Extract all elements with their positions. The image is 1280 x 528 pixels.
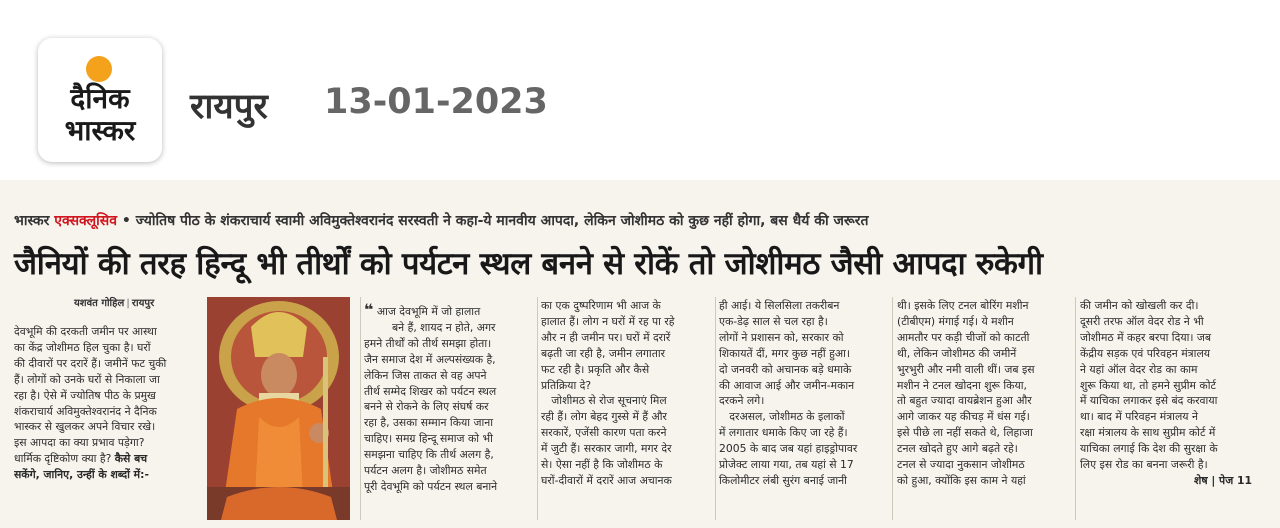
text-line: जोशीमठ में कहर बरपा दिया। जब	[1080, 330, 1212, 344]
continued-page-ref: शेष | पेज 11	[1194, 473, 1252, 487]
text-line: केंद्रीय सड़क एवं परिवहन मंत्रालय	[1080, 346, 1211, 360]
kicker-deck: • ज्योतिष पीठ के शंकराचार्य स्वामी अविमुक्तेश्वरानंद सरस्वती ने कहा-ये मानवीय आपदा, लेकिन जोशीमठ को कुछ नहीं होगा, बस धैर्य की जरूरत	[121, 213, 869, 229]
text-line: इस आपदा का क्या प्रभाव पड़ेगा?	[14, 436, 145, 450]
text-line: थी। इसके लिए टनल बोरिंग मशीन	[897, 299, 1029, 312]
kicker-brand: भास्कर	[14, 213, 50, 229]
article-column-5	[897, 298, 1073, 489]
text-line: लिए इस रोड का बनना जरूरी है।	[1080, 458, 1208, 472]
text-line: घरों-दीवारों में दरारें आज अचानक	[541, 473, 672, 487]
text-line: किलोमीटर लंबी सुरंग बनाई जानी	[719, 473, 847, 487]
byline	[74, 295, 154, 309]
kicker-line	[14, 210, 868, 232]
text-line: आगे जाकर यह कीचड़ में धंस गई।	[897, 410, 1030, 424]
text-line: की जमीन को खोखली कर दी।	[1080, 299, 1199, 312]
sun-icon	[86, 56, 112, 82]
text-line: की आवाज आई और जमीन-मकान	[719, 378, 855, 392]
portrait-illustration	[207, 297, 350, 520]
text-line: शुरू किया था, तो हमने सुप्रीम कोर्ट	[1080, 378, 1216, 392]
article-column-1	[14, 324, 204, 483]
text-line-part: आज देवभूमि में जो हालात	[376, 305, 481, 318]
column-rule	[537, 297, 538, 520]
text-line: थी, लेकिन जोशीमठ की जमीनें	[897, 346, 1017, 360]
text-line	[14, 451, 204, 467]
byline-separator: |	[126, 298, 130, 309]
text-line	[364, 302, 536, 320]
text-line: रहा है। ऐसे में ज्योतिष पीठ के प्रमुख	[14, 388, 156, 402]
text-line-part: धार्मिक दृष्टिकोण क्या है?	[14, 452, 115, 466]
text-line: दूसरी तरफ ऑल वेदर रोड ने भी	[1080, 314, 1204, 328]
text-line: मशीन ने टनल खोदना शुरू किया,	[897, 378, 1027, 392]
bold-phrase: कैसे बच	[114, 452, 148, 466]
text-line: का एक दुष्परिणाम भी आज के	[541, 299, 661, 312]
text-line: में याचिका लगाकर इसे बंद करवाया	[1080, 394, 1218, 408]
text-line: बने हैं, शायद न होते, अगर	[392, 320, 496, 334]
text-line: जोशीमठ से रोज सूचनाएं मिल	[541, 394, 667, 408]
text-line: पर्यटन अलग है। जोशीमठ समेत	[364, 464, 487, 478]
column-rule	[360, 297, 361, 520]
text-line: याचिका लगाई कि देश की सुरक्षा के	[1080, 442, 1218, 456]
text-line: शिकायतें दीं, मगर कुछ नहीं हुआ।	[719, 346, 850, 360]
text-line: टनल से ज्यादा नुकसान जोशीमठ	[897, 458, 1025, 472]
text-line: पूरी देवभूमि को पर्यटन स्थल बनाने	[364, 479, 498, 493]
text-line: आमतौर पर कड़ी चीजों को काटती	[897, 330, 1030, 344]
text-line: इसे पीछे ला नहीं सकते थे, लिहाजा	[897, 426, 1033, 440]
text-line: चाहिए। समग्र हिन्दू समाज को भी	[364, 432, 493, 446]
text-line: भुरभुरी और नमी वाली थीं। जब इस	[897, 362, 1035, 376]
text-line: 2005 के बाद जब यहां हाइड्रोपावर	[719, 442, 858, 456]
column-rule	[892, 297, 893, 520]
text-line: तो बहुत ज्यादा वायब्रेशन हुआ और	[897, 394, 1032, 408]
text-line: दरकने लगे।	[719, 394, 765, 408]
text-line: सरकारें, एजेंसी कारण पता करने	[541, 426, 667, 440]
text-line: का केंद्र जोशीमठ हिल चुका है। घरों	[14, 340, 151, 354]
text-line: बनने से रोकने के लिए संघर्ष कर	[364, 400, 489, 414]
text-line: और न ही जमीन पर। घरों में दरारें	[541, 330, 671, 344]
text-line: लेकिन जिस ताकत से वह अपने	[364, 368, 487, 382]
text-line: में जुटी हैं। सरकार जागी, मगर देर	[541, 442, 672, 456]
edition-city: रायपुर	[190, 87, 268, 127]
dainik-bhaskar-logo[interactable]	[38, 38, 162, 162]
text-line: भास्कर से खुलकर अपने विचार रखे।	[14, 420, 156, 434]
article-column-3	[541, 298, 713, 489]
text-line: को हुआ, क्योंकि इस काम ने यहां	[897, 473, 1026, 487]
logo-line-1: दैनिक	[70, 82, 130, 115]
text-line: टनल खोदते हुए आगे बढ़ते रहे।	[897, 442, 1018, 456]
shankaracharya-photo	[207, 297, 350, 520]
column-rule	[1075, 297, 1076, 520]
text-line: से। ऐसा नहीं है कि जोशीमठ के	[541, 458, 663, 472]
text-line: देवभूमि की दरकती जमीन पर आस्था	[14, 325, 157, 338]
text-line: लोगों ने प्रशासन को, सरकार को	[719, 330, 844, 344]
text-line: समझना चाहिए कि तीर्थ अलग है,	[364, 448, 494, 462]
text-line: हैं। लोगों को उनके घरों से निकाला जा	[14, 372, 160, 386]
text-line: शंकराचार्य अविमुक्तेश्वरानंद ने दैनिक	[14, 404, 157, 418]
text-line: में लगातार धमाके किए जा रहे हैं।	[719, 426, 848, 440]
logo-line-2: भास्कर	[64, 114, 136, 147]
text-line: ही आई। ये सिलसिला तकरीबन	[719, 299, 840, 312]
text-line: हालात हैं। लोग न घरों में रह पा रहे	[541, 314, 675, 328]
edition-date: 13-01-2023	[324, 82, 548, 122]
text-line: रक्षा मंत्रालय के साथ सुप्रीम कोर्ट में	[1080, 426, 1216, 440]
article-column-4	[719, 298, 891, 489]
byline-name: यशवंत गोहिल	[74, 298, 125, 309]
text-line: हमने तीर्थों को तीर्थ समझा होता।	[364, 336, 492, 350]
newspaper-clipping	[0, 180, 1280, 528]
quote-icon: ❝	[364, 302, 374, 319]
text-line: ने यहां ऑल वेदर रोड का काम	[1080, 362, 1198, 376]
text-line: सकेंगे, जानिए, उन्हीं के शब्दों में:-	[14, 468, 149, 482]
viewer-header	[0, 0, 1280, 180]
headline: जैनियों की तरह हिन्दू भी तीर्थों को पर्यटन स्थल बनने से रोकें तो जोशीमठ जैसी आपदा रुकेगी	[14, 246, 1043, 282]
text-line: रहा है, उसका सम्मान किया जाना	[364, 416, 494, 430]
text-line: रही हैं। लोग बेहद गुस्से में हैं और	[541, 410, 667, 424]
text-line: दो जनवरी को अचानक बड़े धमाके	[719, 362, 852, 376]
text-line: प्रतिक्रिया दे?	[541, 378, 592, 392]
column-rule	[715, 297, 716, 520]
kicker-exclusive: एक्सक्लूसिव	[54, 213, 118, 229]
byline-place: रायपुर	[131, 298, 155, 309]
text-line: था। बाद में परिवहन मंत्रालय ने	[1080, 410, 1198, 424]
text-line: दरअसल, जोशीमठ के इलाकों	[719, 410, 845, 424]
text-line: फट रही है। प्रकृति और कैसे	[541, 362, 650, 376]
article-column-6	[1080, 298, 1270, 489]
text-line: प्रोजेक्ट लाया गया, तब यहां से 17	[719, 458, 854, 472]
text-line: (टीबीएम) मंगाई गई। ये मशीन	[897, 314, 1014, 328]
article-column-2	[364, 302, 536, 495]
text-line: बढ़ती जा रही है, जमीन लगातार	[541, 346, 666, 360]
text-line: तीर्थ सम्मेद शिखर को पर्यटन स्थल	[364, 384, 497, 398]
text-line: की दीवारों पर दरारें हैं। जमीनें फट चुकी	[14, 356, 167, 370]
text-line: एक-डेढ़ साल से चल रहा है।	[719, 314, 828, 328]
text-line: जैन समाज देश में अल्पसंख्यक है,	[364, 352, 496, 366]
